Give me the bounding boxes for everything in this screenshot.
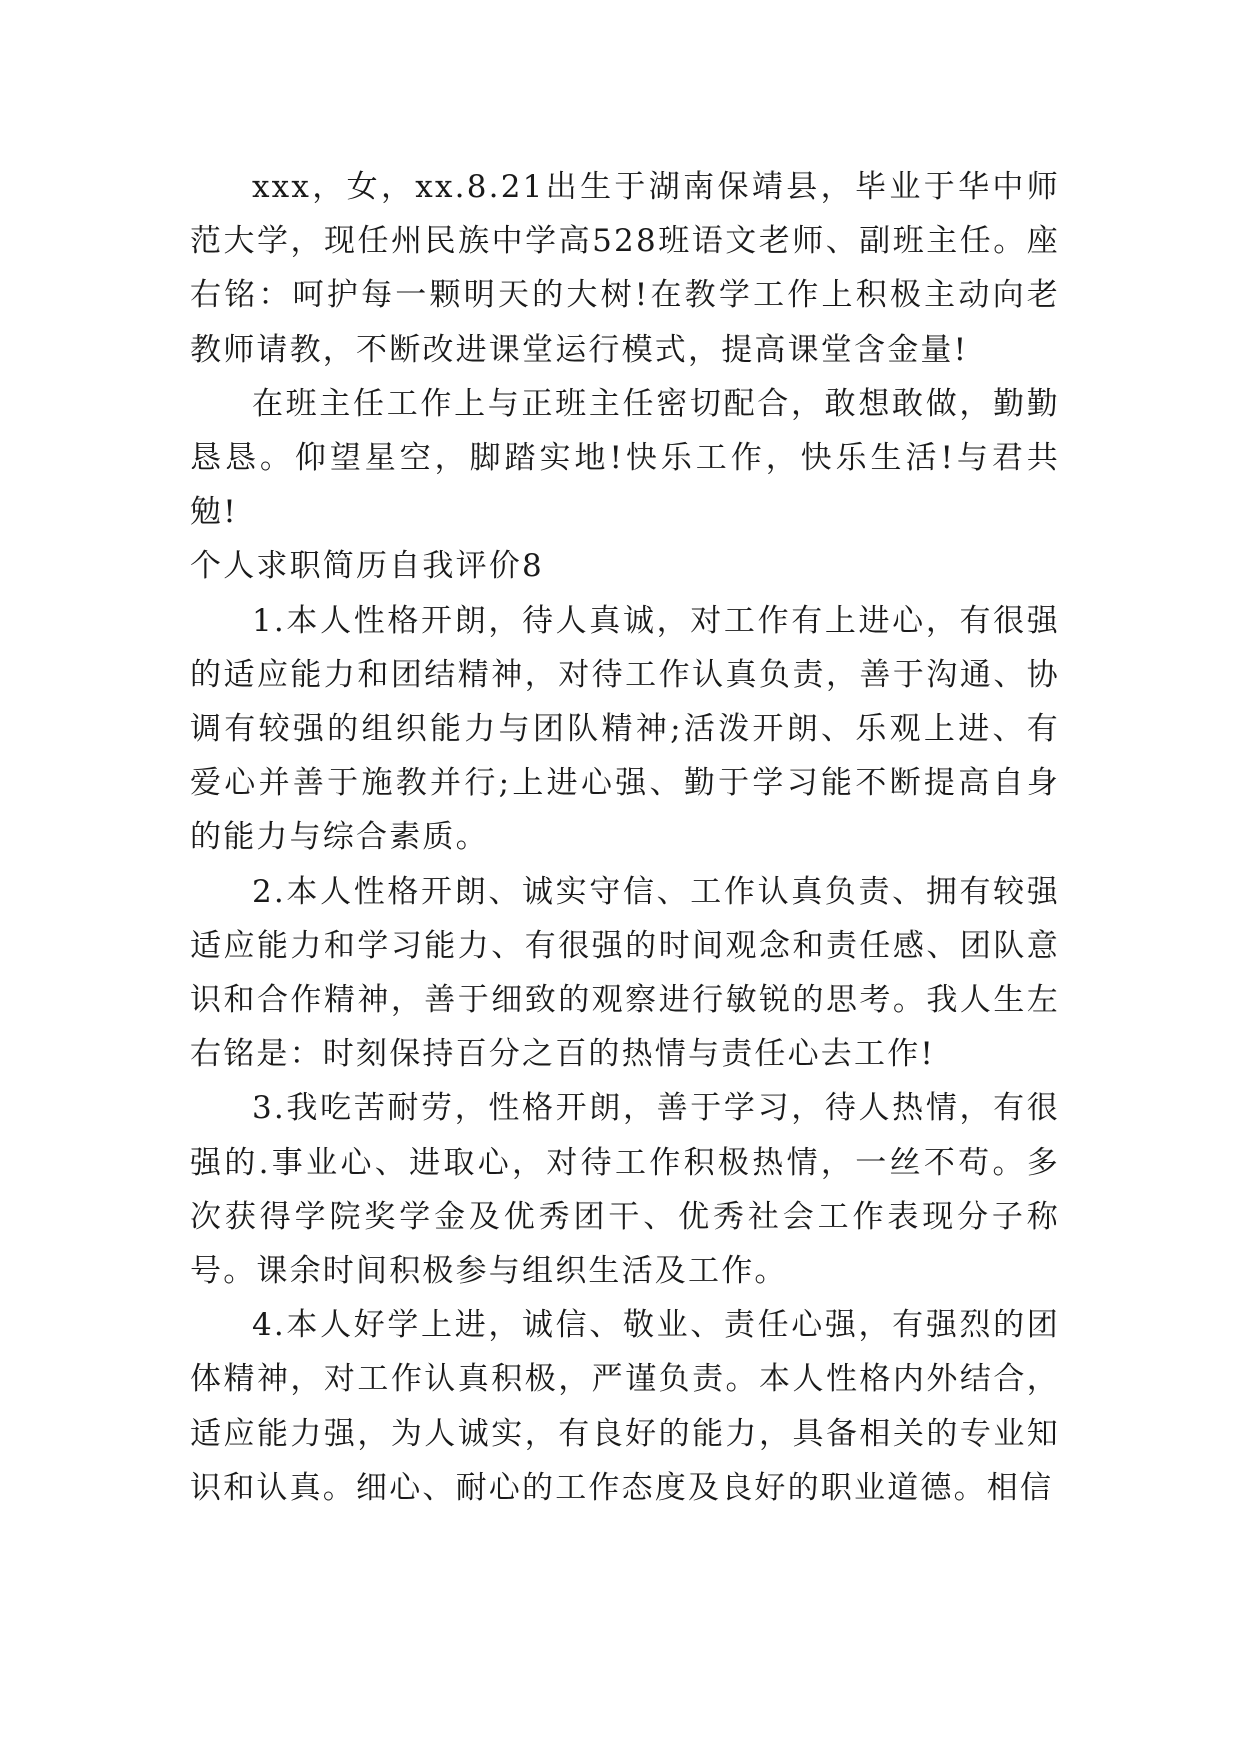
intro-paragraph: xxx，女，xx.8.21出生于湖南保靖县，毕业于华中师范大学，现任州民族中学高528班语文老师、副班主任。座右铭：呵护每一颗明天的大树!在教学工作上积极主动向老教师请教，不断改进课堂运行模式，提高课堂含金量!	[190, 169, 1060, 368]
document-page	[190, 160, 1060, 1515]
evaluation-item-2: 2.本人性格开朗、诚实守信、工作认真负责、拥有较强适应能力和学习能力、有很强的时间观念和责任感、团队意识和合作精神，善于细致的观察进行敏锐的思考。我人生左右铭是：时刻保持百分之百的热情与责任心去工作!	[190, 873, 1060, 1073]
evaluation-item-1: 1.本人性格开朗，待人真诚，对工作有上进心，有很强的适应能力和团结精神，对待工作认真负责，善于沟通、协调有较强的组织能力与团队精神;活泼开朗、乐观上进、有爱心并善于施教并行;上进心强、勤于学习能不断提高自身的能力与综合素质。	[190, 602, 1060, 856]
class-teacher-paragraph: 在班主任工作上与正班主任密切配合，敢想敢做，勤勤恳恳。仰望星空，脚踏实地!快乐工作，快乐生活!与君共勉!	[190, 385, 1060, 531]
section-heading: 个人求职简历自我评价8	[190, 548, 544, 585]
evaluation-item-4: 4.本人好学上进，诚信、敬业、责任心强，有强烈的团体精神，对工作认真积极，严谨负责。本人性格内外结合，适应能力强，为人诚实，有良好的能力，具备相关的专业知识和认真。细心、耐心的工作态度及良好的职业道德。相信	[190, 1307, 1060, 1506]
evaluation-item-3: 3.我吃苦耐劳，性格开朗，善于学习，待人热情，有很强的.事业心、进取心，对待工作积极热情，一丝不苟。多次获得学院奖学金及优秀团干、优秀社会工作表现分子称号。课余时间积极参与组织生活及工作。	[190, 1090, 1060, 1290]
